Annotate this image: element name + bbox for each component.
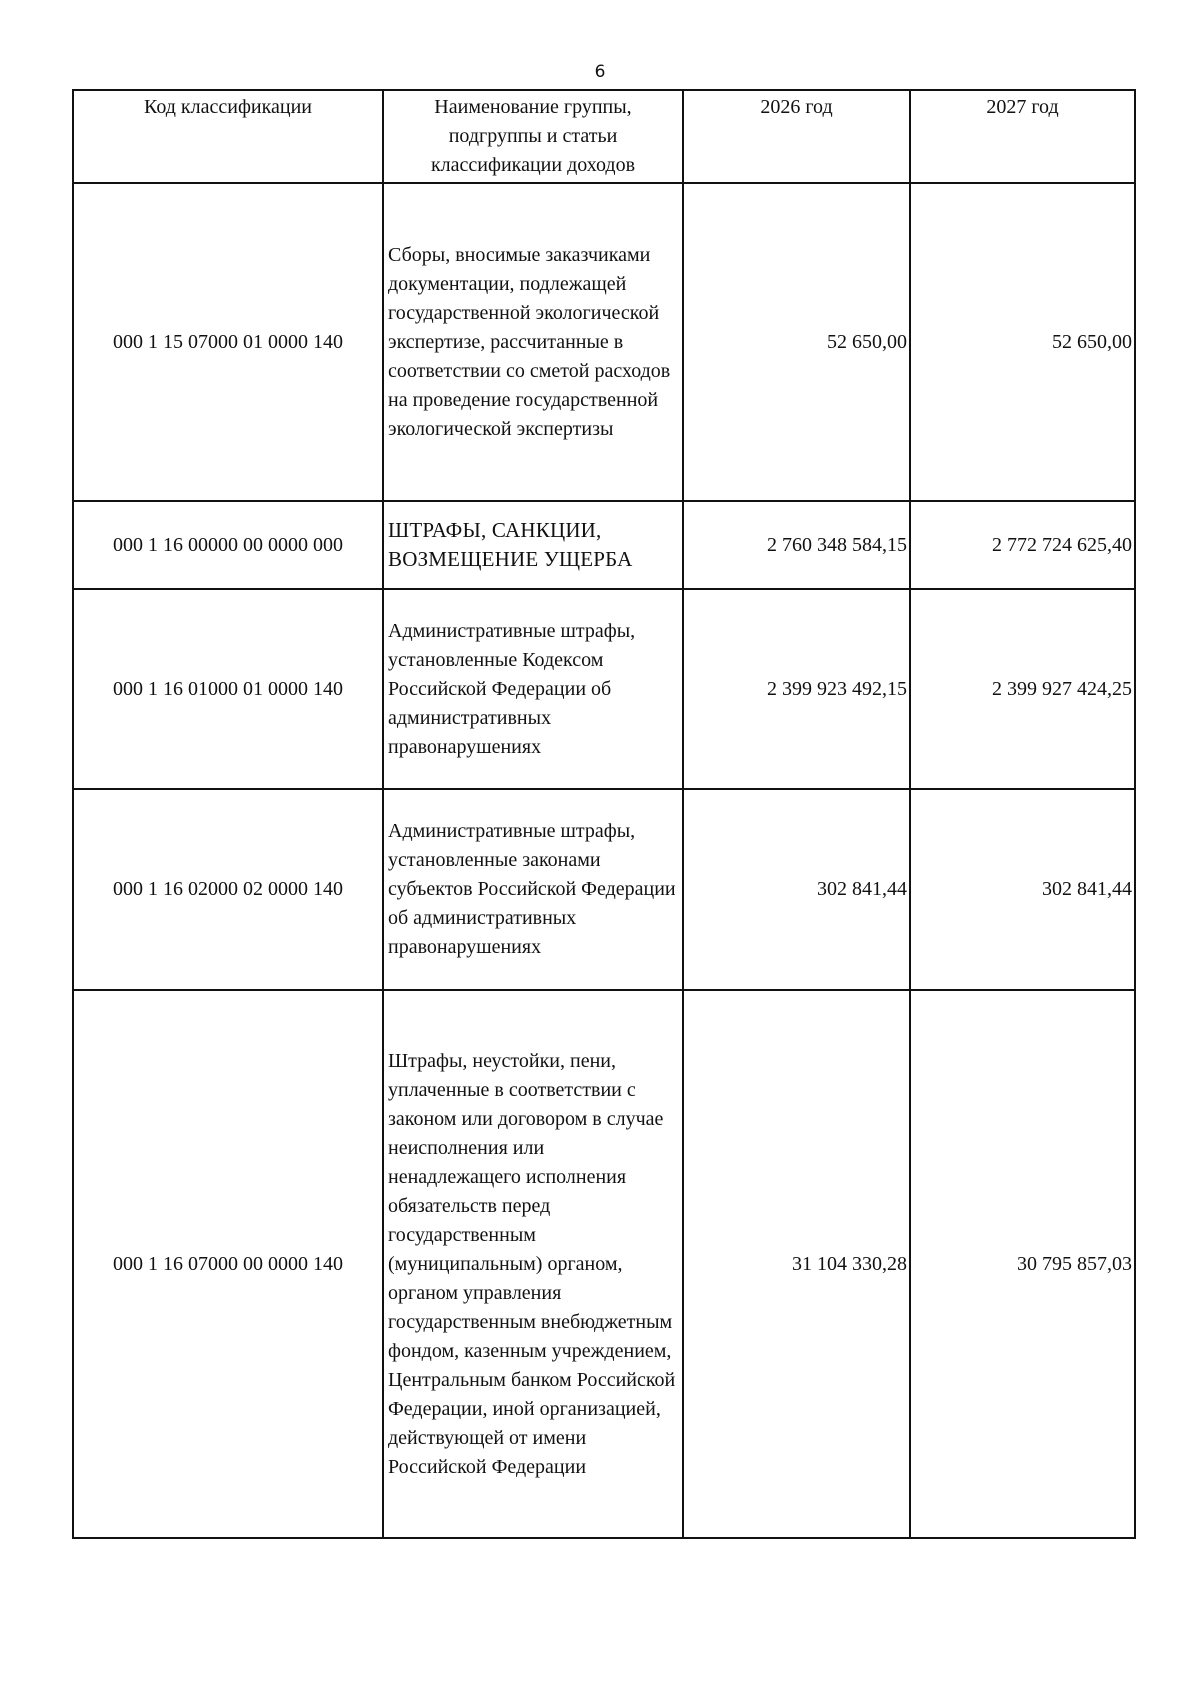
table-row — [73, 183, 1135, 501]
header-code: Код классификации — [73, 90, 383, 183]
row-value-2027: 30 795 857,03 — [910, 990, 1135, 1538]
row-name: ШТРАФЫ, САНКЦИИ, ВОЗМЕЩЕНИЕ УЩЕРБА — [383, 501, 683, 589]
header-name: Наименование группы, подгруппы и статьи классификации доходов — [383, 90, 683, 183]
row-code: 000 1 15 07000 01 0000 140 — [73, 183, 383, 501]
page-number: 6 — [594, 62, 606, 82]
row-value-2026: 2 399 923 492,15 — [683, 589, 910, 789]
revenue-table — [72, 89, 1136, 1539]
table-header-row — [73, 90, 1135, 183]
row-value-2026: 52 650,00 — [683, 183, 910, 501]
row-name: Административные штрафы, установленные законами субъектов Российской Федерации об административных правонарушениях — [383, 789, 683, 990]
row-value-2027: 52 650,00 — [910, 183, 1135, 501]
header-year-2027: 2027 год — [910, 90, 1135, 183]
row-code: 000 1 16 01000 01 0000 140 — [73, 589, 383, 789]
row-value-2027: 302 841,44 — [910, 789, 1135, 990]
row-name: Сборы, вносимые заказчиками документации, подлежащей государственной экологической экспертизе, рассчитанные в соответствии со сметой расходов на проведение государственной экологической экспертизы — [383, 183, 683, 501]
row-code: 000 1 16 07000 00 0000 140 — [73, 990, 383, 1538]
row-name: Административные штрафы, установленные Кодексом Российской Федерации об административных правонарушениях — [383, 589, 683, 789]
table-row — [73, 589, 1135, 789]
row-value-2026: 31 104 330,28 — [683, 990, 910, 1538]
row-value-2026: 302 841,44 — [683, 789, 910, 990]
row-value-2027: 2 772 724 625,40 — [910, 501, 1135, 589]
table-row — [73, 990, 1135, 1538]
row-name: Штрафы, неустойки, пени, уплаченные в соответствии с законом или договором в случае неисполнения или ненадлежащего исполнения обязательств перед государственным (муниципальным) органом, органом управления государственным внебюджетным фондом, казенным учреждением, Центральным банком Российской Федерации, иной организацией, действующей от имени Российской Федерации — [383, 990, 683, 1538]
header-year-2026: 2026 год — [683, 90, 910, 183]
row-value-2026: 2 760 348 584,15 — [683, 501, 910, 589]
row-code: 000 1 16 02000 02 0000 140 — [73, 789, 383, 990]
table-row — [73, 789, 1135, 990]
row-code: 000 1 16 00000 00 0000 000 — [73, 501, 383, 589]
row-value-2027: 2 399 927 424,25 — [910, 589, 1135, 789]
table-row — [73, 501, 1135, 589]
